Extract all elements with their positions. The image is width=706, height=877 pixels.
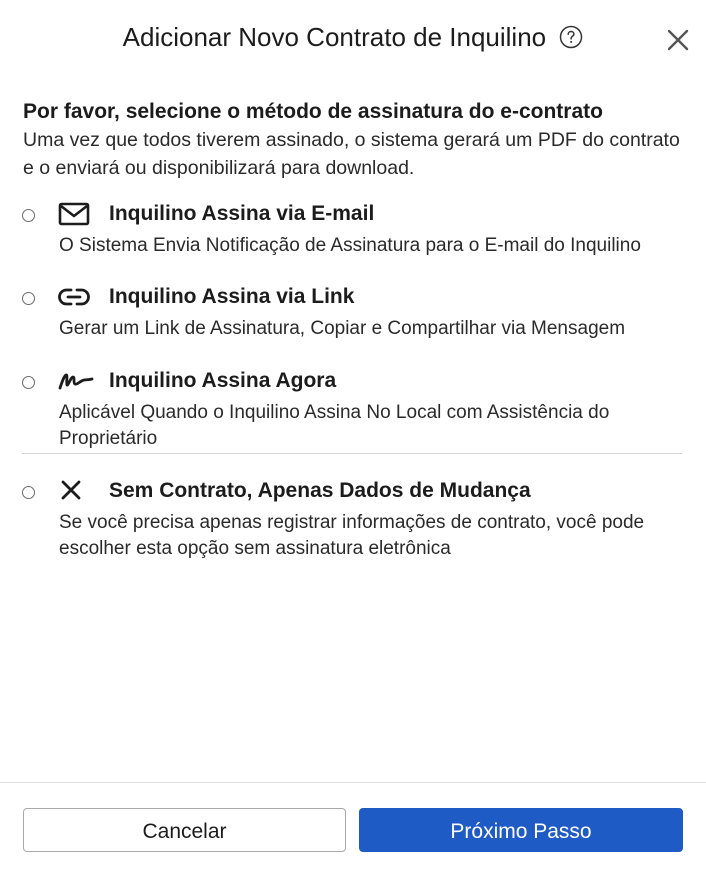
link-icon bbox=[58, 284, 90, 310]
option-description: Aplicável Quando o Inquilino Assina No Local com Assistência do Proprietário bbox=[59, 402, 610, 449]
close-icon[interactable] bbox=[664, 26, 692, 54]
cancel-button[interactable]: Cancelar bbox=[23, 808, 346, 852]
dialog-title: Adicionar Novo Contrato de Inquilino bbox=[122, 22, 547, 52]
envelope-icon bbox=[58, 201, 90, 227]
option-title: Inquilino Assina via Link bbox=[109, 285, 355, 308]
radio-sign-via-link[interactable] bbox=[22, 292, 35, 305]
radio-sign-via-email[interactable] bbox=[22, 209, 35, 222]
radio-sign-now[interactable] bbox=[22, 376, 35, 389]
option-title: Inquilino Assina Agora bbox=[109, 369, 337, 392]
next-step-button[interactable]: Próximo Passo bbox=[359, 808, 683, 852]
intro-description: Uma vez que todos tiverem assinado, o sistema gerará um PDF do contrato e o enviará ou disponibilizará para download. bbox=[23, 129, 680, 179]
radio-no-contract[interactable] bbox=[22, 486, 35, 499]
x-icon bbox=[58, 478, 90, 504]
option-description: O Sistema Envia Notificação de Assinatura para o E-mail do Inquilino bbox=[59, 235, 641, 256]
dialog-title-row bbox=[0, 19, 706, 55]
option-sign-now[interactable] bbox=[22, 366, 684, 449]
intro-section bbox=[23, 98, 682, 182]
intro-heading: Por favor, selecione o método de assinatura do e-contrato bbox=[23, 100, 603, 123]
option-sign-via-link[interactable] bbox=[22, 282, 684, 346]
option-no-contract[interactable] bbox=[22, 476, 684, 566]
option-description: Gerar um Link de Assinatura, Copiar e Compartilhar via Mensagem bbox=[59, 318, 626, 339]
dialog-header bbox=[0, 0, 706, 74]
question-circle-icon[interactable] bbox=[559, 25, 583, 49]
option-title: Inquilino Assina via E-mail bbox=[109, 202, 375, 225]
options-divider bbox=[22, 453, 682, 454]
footer-divider bbox=[0, 782, 706, 783]
option-sign-via-email[interactable] bbox=[22, 199, 684, 263]
option-description: Se você precisa apenas registrar informações de contrato, você pode escolher esta opção sem assinatura eletrônica bbox=[59, 512, 645, 559]
signature-icon bbox=[58, 368, 94, 394]
option-title: Sem Contrato, Apenas Dados de Mudança bbox=[109, 479, 531, 502]
